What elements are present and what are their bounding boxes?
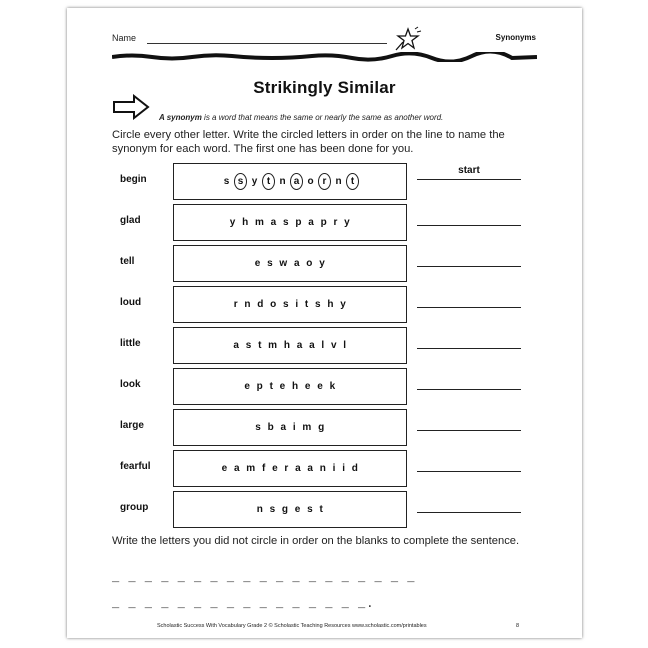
name-label: Name <box>112 33 137 43</box>
word-label: glad <box>120 215 141 226</box>
circled-letters-example: s s y t n a o r n t <box>221 173 359 190</box>
word-label: group <box>120 502 149 513</box>
letter-sequence: e a m f e r a a n i i d <box>221 463 359 474</box>
letter-box <box>173 368 407 405</box>
answer-line[interactable] <box>417 266 521 267</box>
letter-box <box>173 245 407 282</box>
letter-box <box>173 491 407 528</box>
letter-box <box>173 204 407 241</box>
sentence-instructions: Write the letters you did not circle in order on the blanks to complete the sentence. <box>112 535 520 547</box>
name-line <box>147 43 387 44</box>
letter-sequence: y h m a s p a p r y <box>229 217 351 228</box>
arrow-icon <box>112 94 152 120</box>
letter-sequence: s b a i m g <box>255 422 325 433</box>
synonym-definition <box>159 113 443 122</box>
answer-line[interactable] <box>417 389 521 390</box>
answer-line[interactable] <box>417 471 521 472</box>
sentence-blanks-line-1[interactable]: _ _ _ _ _ _ _ _ _ _ _ _ _ _ _ _ _ _ _ <box>112 571 416 585</box>
answer-line[interactable] <box>417 430 521 431</box>
word-label: begin <box>120 174 147 185</box>
word-label: look <box>120 379 141 390</box>
shooting-star-icon <box>394 26 422 52</box>
letter-sequence: n s g e s t <box>256 504 324 515</box>
word-label: little <box>120 338 141 349</box>
page-title: Strikingly Similar <box>253 78 396 97</box>
worksheet-page <box>67 8 582 638</box>
sentence-blanks-line-2[interactable]: _ _ _ _ _ _ _ _ _ _ _ _ _ _ _ _. <box>112 597 375 611</box>
letter-box <box>173 409 407 446</box>
instructions: Circle every other letter. Write the circled letters in order on the line to name the synonym for each word. The first one has been done for you. <box>112 129 505 155</box>
letter-sequence: e p t e h e e k <box>244 381 336 392</box>
example-answer: start <box>458 165 480 176</box>
letter-box <box>173 163 407 200</box>
answer-line[interactable] <box>417 512 521 513</box>
word-label: tell <box>120 256 135 267</box>
definition-term: A synonym <box>159 113 202 122</box>
word-label: large <box>120 420 144 431</box>
decorative-rule <box>112 52 537 62</box>
footer-credit: Scholastic Success With Vocabulary Grade 2 © Scholastic Teaching Resources www.scholastic.com/printables <box>157 623 427 629</box>
letter-sequence: r n d o s i t s h y <box>233 299 347 310</box>
letter-box <box>173 327 407 364</box>
answer-line[interactable] <box>417 307 521 308</box>
answer-line[interactable] <box>417 348 521 349</box>
letter-box <box>173 286 407 323</box>
answer-line[interactable] <box>417 225 521 226</box>
letter-sequence: e s w a o y <box>254 258 326 269</box>
letter-box <box>173 450 407 487</box>
answer-line[interactable] <box>417 179 521 180</box>
letter-sequence: a s t m h a a l v l <box>233 340 347 351</box>
page-number: 8 <box>516 623 520 629</box>
definition-text: is a word that means the same or nearly the same as another word. <box>201 113 444 122</box>
word-label: fearful <box>120 461 151 472</box>
topic-label: Synonyms <box>495 33 536 42</box>
word-label: loud <box>120 297 142 308</box>
